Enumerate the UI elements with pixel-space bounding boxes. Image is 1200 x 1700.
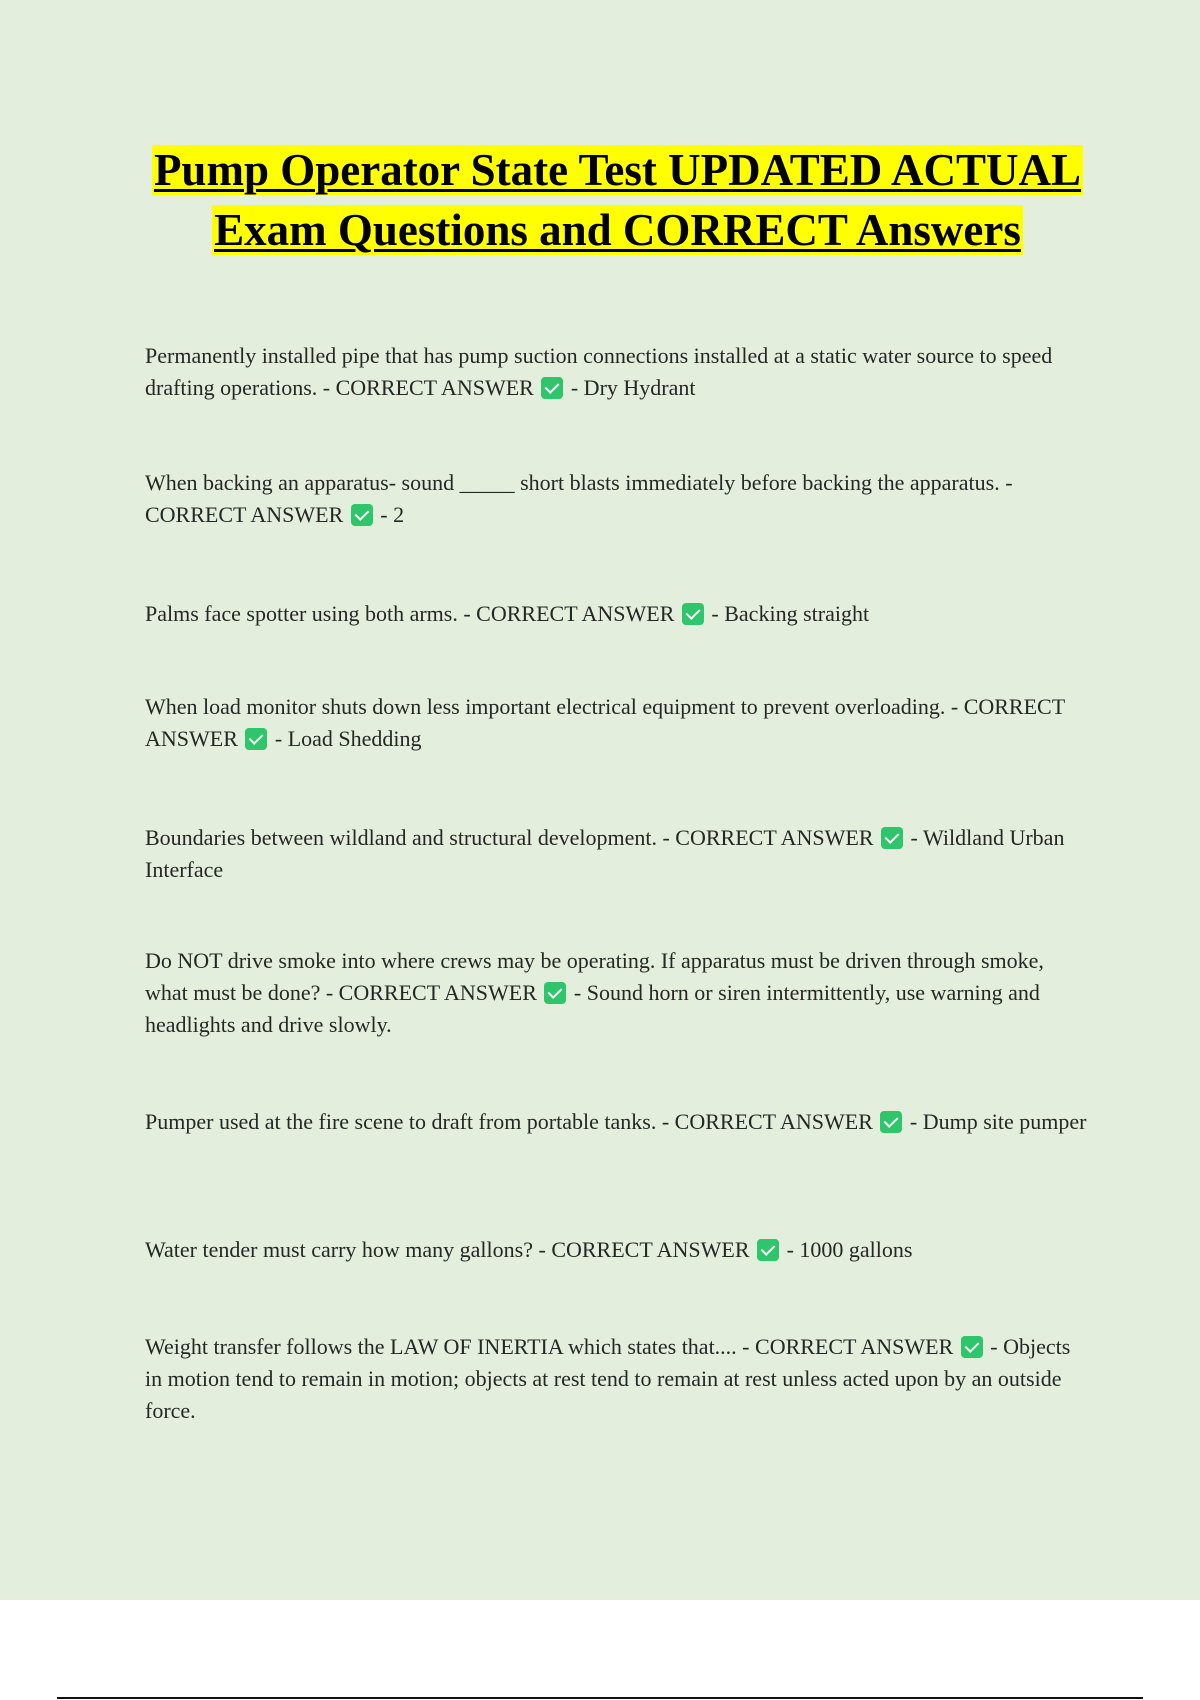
check-box-icon <box>961 1336 983 1358</box>
title-block <box>145 140 1090 260</box>
question-text: Do NOT drive smoke into where crews may be operating. If apparatus must be driven through smoke, what must be done? - <box>145 948 1044 1005</box>
check-box-icon <box>880 1111 902 1133</box>
answer-marker: CORRECT ANSWER <box>145 694 1065 751</box>
qa-item <box>145 1234 1090 1266</box>
answer-marker: CORRECT ANSWER <box>145 502 344 527</box>
check-box-icon <box>351 504 373 526</box>
qa-item <box>145 1331 1090 1427</box>
question-text: When backing an apparatus- sound _____ short blasts immediately before backing the apparatus. - <box>145 470 1013 495</box>
answer-text: - Dry Hydrant <box>565 375 696 400</box>
question-text: Boundaries between wildland and structural development. - <box>145 825 676 850</box>
answer-marker: CORRECT ANSWER <box>335 375 534 400</box>
answer-text: - 1000 gallons <box>781 1237 913 1262</box>
check-box-icon <box>245 728 267 750</box>
question-text: When load monitor shuts down less important electrical equipment to prevent overloading. - <box>145 694 964 719</box>
answer-marker: CORRECT ANSWER <box>476 601 675 626</box>
answer-text: - Load Shedding <box>269 726 422 751</box>
check-box-icon <box>544 982 566 1004</box>
question-text: Pumper used at the fire scene to draft from portable tanks. - <box>145 1109 675 1134</box>
document-title: Pump Operator State Test UPDATED ACTUAL Exam Questions and CORRECT Answers <box>153 145 1082 255</box>
answer-marker: CORRECT ANSWER <box>551 1237 750 1262</box>
qa-item <box>145 340 1090 404</box>
answer-marker: CORRECT ANSWER <box>675 825 874 850</box>
qa-item <box>145 467 1090 531</box>
question-text: Water tender must carry how many gallons? - <box>145 1237 552 1262</box>
check-box-icon <box>682 603 704 625</box>
qa-item <box>145 822 1090 886</box>
footer-divider <box>57 1697 1143 1699</box>
answer-text: - Backing straight <box>705 601 870 626</box>
qa-item <box>145 691 1090 755</box>
question-text: Permanently installed pipe that has pump suction connections installed at a static water source to speed drafting operations. - <box>145 343 1053 400</box>
answer-marker: CORRECT ANSWER <box>674 1109 873 1134</box>
answer-marker: CORRECT ANSWER <box>755 1334 954 1359</box>
check-box-icon <box>881 827 903 849</box>
answer-text: - 2 <box>374 502 405 527</box>
qa-item <box>145 598 1090 630</box>
check-box-icon <box>541 377 563 399</box>
question-text: Palms face spotter using both arms. - <box>145 601 477 626</box>
qa-item <box>145 945 1090 1041</box>
answer-text: - Objects in motion tend to remain in motion; objects at rest tend to remain at rest unless acted upon by an outside force. <box>145 1334 1071 1423</box>
question-text: Weight transfer follows the LAW OF INERTIA which states that.... - <box>145 1334 756 1359</box>
answer-text: - Sound horn or siren intermittently, use warning and headlights and drive slowly. <box>145 980 1040 1037</box>
check-box-icon <box>757 1239 779 1261</box>
answer-marker: CORRECT ANSWER <box>338 980 537 1005</box>
answer-text: - Dump site pumper <box>904 1109 1087 1134</box>
qa-item <box>145 1106 1090 1138</box>
answer-text: - Wildland Urban Interface <box>145 825 1065 882</box>
